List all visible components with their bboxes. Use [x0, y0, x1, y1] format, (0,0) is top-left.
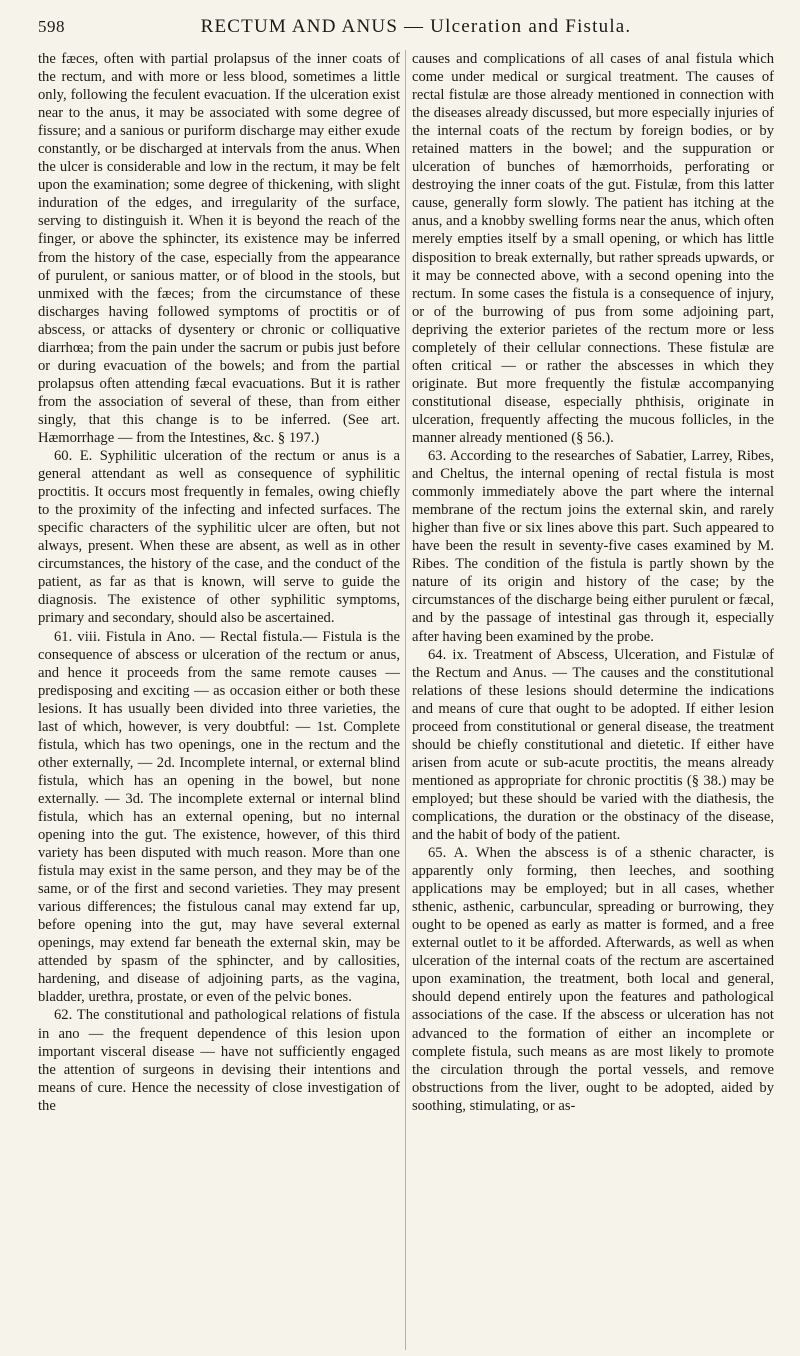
page-number: 598 [38, 17, 65, 36]
left-column [38, 50, 400, 1115]
paragraph: 64. ix. Treatment of Abscess, Ulceration, and Fistulæ of the Rectum and Anus. — The causes and the constitutional relations of these lesions should determine the indications and means of cure that ought to be adopted. If either lesion proceed from constitutional or general disease, the treatment should be chiefly constitutional and dietetic. If either have arisen from acute or sub-acute proctitis, the means already mentioned as appropriate for chronic proctitis (§ 38.) may be employed; but these should be varied with the diathesis, the complications, the duration or the obstinacy of the disease, and the habit of body of the patient. [412, 646, 774, 844]
page-header [38, 16, 774, 42]
paragraph: the fæces, often with partial prolapsus of the inner coats of the rectum, and with more or less blood, sometimes a little only, following the feculent evacuation. If the ulceration exist near to the anus, it may be associated with some degree of fissure; and a sanious or puriform discharge may either exude constantly, or be discharged at intervals from the anus. When the ulcer is considerable and low in the rectum, it may be felt upon the examination; some degree of thickening, with slight induration of the edges, and irregularity of the surface, serving to distinguish it. When it is beyond the reach of the finger, or above the sphincter, its existence may be inferred from the history of the case, especially from the appearance of purulent, or sanious matter, or of blood in the stools, but unmixed with the fæces; from the circumstance of these discharges having followed symptoms of proctitis or of abscess, or attacks of dysentery or chronic or colliquative diarrhœa; from the pain under the sacrum or pubis just before or during evacuation of the bowels; and from the partial prolapsus often attending fæcal evacuations. But it is rather from the association of several of these, than from either singly, that this change is to be inferred. (See art. Hæmorrhage — from the Intestines, &c. § 197.) [38, 51, 400, 446]
right-column [412, 50, 774, 1115]
paragraph: 61. viii. Fistula in Ano. — Rectal fistula.— Fistula is the consequence of abscess or ulceration of the rectum or anus, and hence it proceeds from the same remote causes — predisposing and exciting — as occasion either or both these lesions. It has usually been divided into three varieties, the last of which, however, is very doubtful: — 1st. Complete fistula, which has two openings, one in the rectum and the other externally, — 2d. Incomplete internal, or external blind fistula, which has an opening in the bowel, but none externally. — 3d. The incomplete external or internal blind fistula, which has an external opening, but no internal opening into the gut. The existence, however, of this third variety has been disputed with much reason. More than one fistula may exist in the same person, and they may be of the same, or of the first and second varieties. They may present various differences; the fistulous canal may extend far up, before opening into the gut, may have several external openings, may extend far beneath the external skin, may be attended by spasm of the sphincter, and by callosities, hardening, and disease of adjoining parts, as the vagina, bladder, urethra, prostate, or even of the pelvic bones. [38, 628, 400, 1006]
paragraph: causes and complications of all cases of anal fistula which come under medical or surgical treatment. The causes of rectal fistulæ are those already mentioned in connection with the diseases already discussed, but more especially injuries of the internal coats of the rectum by foreign bodies, or by retained matters in the bowel; and the suppuration or ulceration of bunches of hæmorrhoids, perforating or destroying the inner coats of the gut. Fistulæ, from this latter cause, generally form slowly. The patient has itching at the anus, and a knobby swelling forms near the anus, which often merely empties itself by a small opening, or which has little disposition to break externally, but rather spreads upwards, or it may be connected above, with a second opening into the rectum. In some cases the fistula is a consequence of injury, or of the burrowing of pus from some adjoining part, depriving the exterior parietes of the rectum more or less completely of their cellular connections. These fistulæ are often critical — or rather the abscesses in which they originate. But more frequently the fistulæ accompanying constitutional disease, especially phthisis, originate in ulceration, frequently affecting the mucous follicles, in the manner already mentioned (§ 56.). [412, 51, 774, 446]
column-divider [405, 50, 406, 1350]
paragraph: 63. According to the researches of Sabatier, Larrey, Ribes, and Cheltus, the internal opening of rectal fistula is most commonly immediately above the part where the internal membrane of the rectum joins the external skin, and rarely higher than five or six lines above this part. Such appeared to have been the result in seventy-five cases examined by M. Ribes. The condition of the fistula is partly shown by the nature of its origin and history of the case; by the circumstances of the discharge being either purulent or fæcal, and by the passage of intestinal gas through it, especially after having been examined by the probe. [412, 448, 774, 645]
running-head: RECTUM AND ANUS — Ulceration and Fistula. [200, 16, 632, 37]
text-columns [38, 50, 774, 1115]
paragraph: 65. A. When the abscess is of a sthenic character, is apparently only forming, then leeches, and soothing applications may be employed; but in all cases, whether sthenic, asthenic, carbuncular, spreading or burrowing, they ought to be opened as early as matter is formed, and a free external outlet to it be afforded. Afterwards, as well as when ulceration of the internal coats of the rectum are ascertained upon examination, the treatment, both local and general, should depend entirely upon the features and pathological associations of the case. If the abscess or ulceration has not advanced to the formation of either an incomplete or complete fistula, such means as are most likely to promote the circulation through the portal vessels, and remove obstructions from the liver, ought to be adopted, aided by soothing, stimulating, or as- [412, 845, 774, 1114]
paragraph: 60. E. Syphilitic ulceration of the rectum or anus is a general attendant as well as consequence of syphilitic proctitis. It occurs most frequently in females, owing chiefly to the proximity of the infecting and infected surfaces. The specific characters of the syphilitic ulcer are often, but not always, present. When these are absent, as well as in other circumstances, the history of the case, and the conduct of the patient, as far as that is known, will serve to guide the diagnosis. The existence of other syphilitic symptoms, primary and secondary, should also be ascertained. [38, 448, 400, 627]
paragraph: 62. The constitutional and pathological relations of fistula in ano — the frequent dependence of this lesion upon important visceral disease — have not sufficiently engaged the attention of surgeons in devising their intentions and means of cure. Hence the necessity of close investigation of the [38, 1007, 400, 1114]
